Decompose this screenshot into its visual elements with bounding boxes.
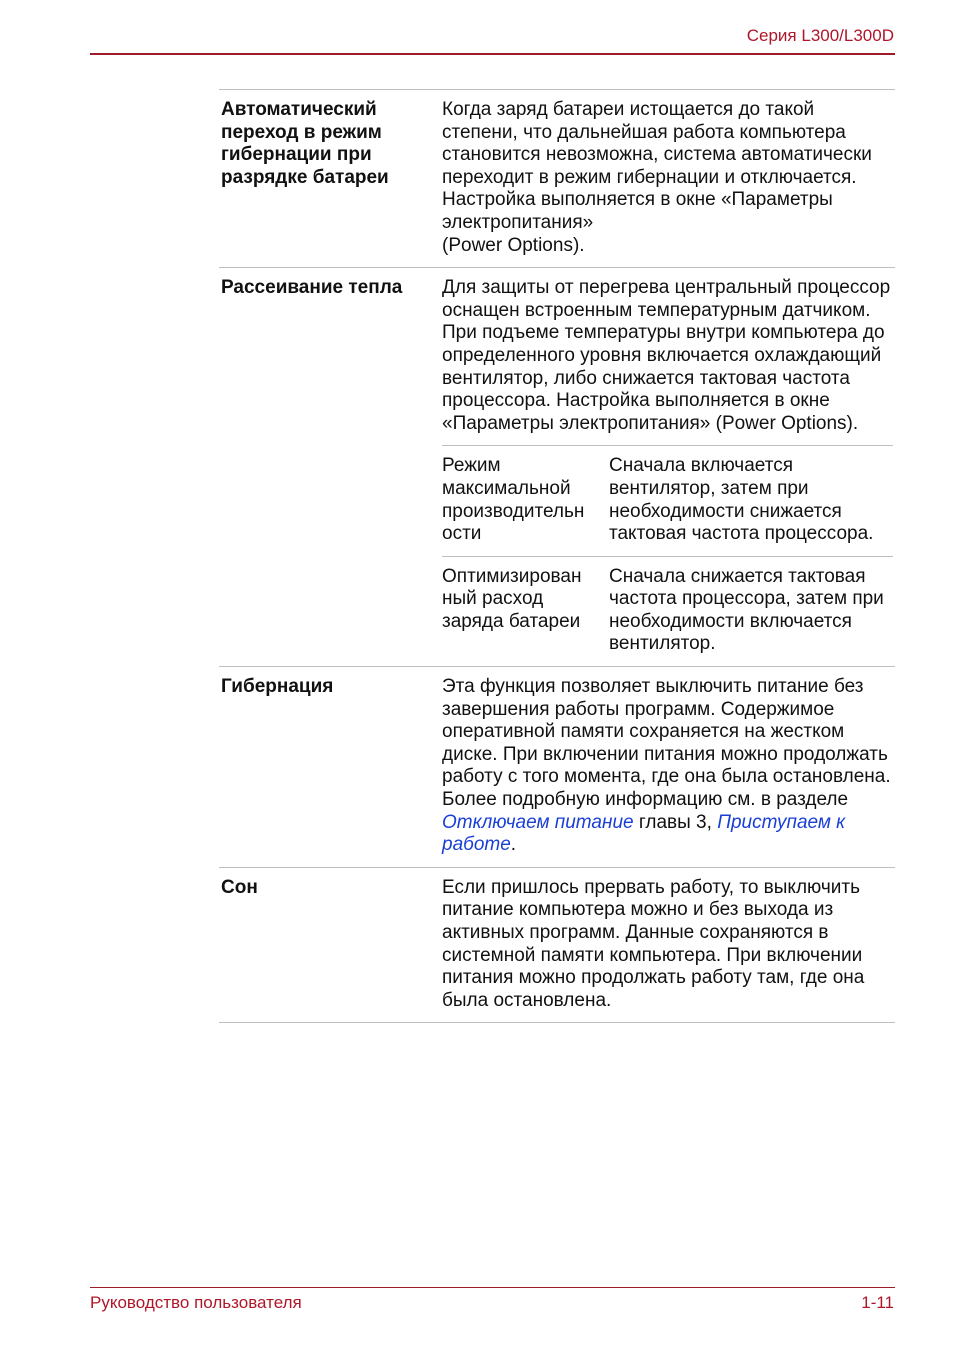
footer-page-number: 1-11 xyxy=(861,1293,894,1312)
cooling-modes-subtable xyxy=(442,445,893,656)
table-row xyxy=(219,666,895,867)
subtable-row xyxy=(442,445,893,555)
row-term: Гибернация xyxy=(221,676,334,698)
row-description xyxy=(442,676,895,857)
description-text: Для защиты от перегрева центральный процессор оснащен встроенным температурным датчиком. При подъеме температуры внутри компьютера до определенного уровня включается охлаждающий вентилятор, либо снижается тактовая частота процессора. Настройка выполняется в окне «Параметры электропитания» (Power Options). xyxy=(442,277,891,434)
description-text: Эта функция позволяет выключить питание без завершения работы программ. Содержимое оперативной памяти сохраняется на жестком диске. При включении питания можно продолжать работу с того момента, где она была остановлена. Более подробную информацию см. в разделе xyxy=(442,676,891,811)
description-text: Когда заряд батареи истощается до такой степени, что дальнейшая работа компьютера становится невозможна, система автоматически переходит в режим гибернации и отключается. Настройка выполняется в окне «Параметры электропитания» xyxy=(442,99,872,233)
description-text: Если пришлось прервать работу, то выключить питание компьютера можно и без выхода из активных программ. Данные сохраняются в системной памяти компьютера. При включении питания можно продолжать работу там, где она была остановлена. xyxy=(442,876,865,1011)
link-power-off[interactable]: Отключаем питание xyxy=(442,811,634,833)
row-description xyxy=(442,877,895,1013)
footer-divider xyxy=(90,1287,895,1288)
header-divider xyxy=(90,53,895,55)
description-text-mid: главы 3, xyxy=(638,811,712,833)
subtable-description: Сначала включается вентилятор, затем при необходимости снижается тактовая частота процессора. xyxy=(609,455,874,545)
row-term: Сон xyxy=(221,876,258,898)
footer-manual-title: Руководство пользователя xyxy=(90,1293,302,1312)
subtable-term: Оптимизирован ный расход заряда батареи xyxy=(442,565,582,632)
subtable-term: Режим максимальной производительн ости xyxy=(442,455,585,545)
table-row xyxy=(219,89,895,267)
table-row xyxy=(219,267,895,666)
subtable-description: Сначала снижается тактовая частота процессора, затем при необходимости включается вентилятор. xyxy=(609,565,884,655)
row-description xyxy=(442,277,895,656)
link-getting-started[interactable]: Приступаем к работе xyxy=(442,811,846,856)
row-description xyxy=(442,99,895,257)
row-term: Автоматический переход в режим гибернации при разрядке батареи xyxy=(221,99,389,188)
description-text-tail: (Power Options). xyxy=(442,234,585,256)
description-text-end: . xyxy=(510,834,517,856)
row-term: Рассеивание тепла xyxy=(221,277,403,299)
table-row xyxy=(219,867,895,1024)
header-series-title: Серия L300/L300D xyxy=(746,26,894,45)
feature-table xyxy=(219,89,895,1023)
subtable-row xyxy=(442,556,893,656)
